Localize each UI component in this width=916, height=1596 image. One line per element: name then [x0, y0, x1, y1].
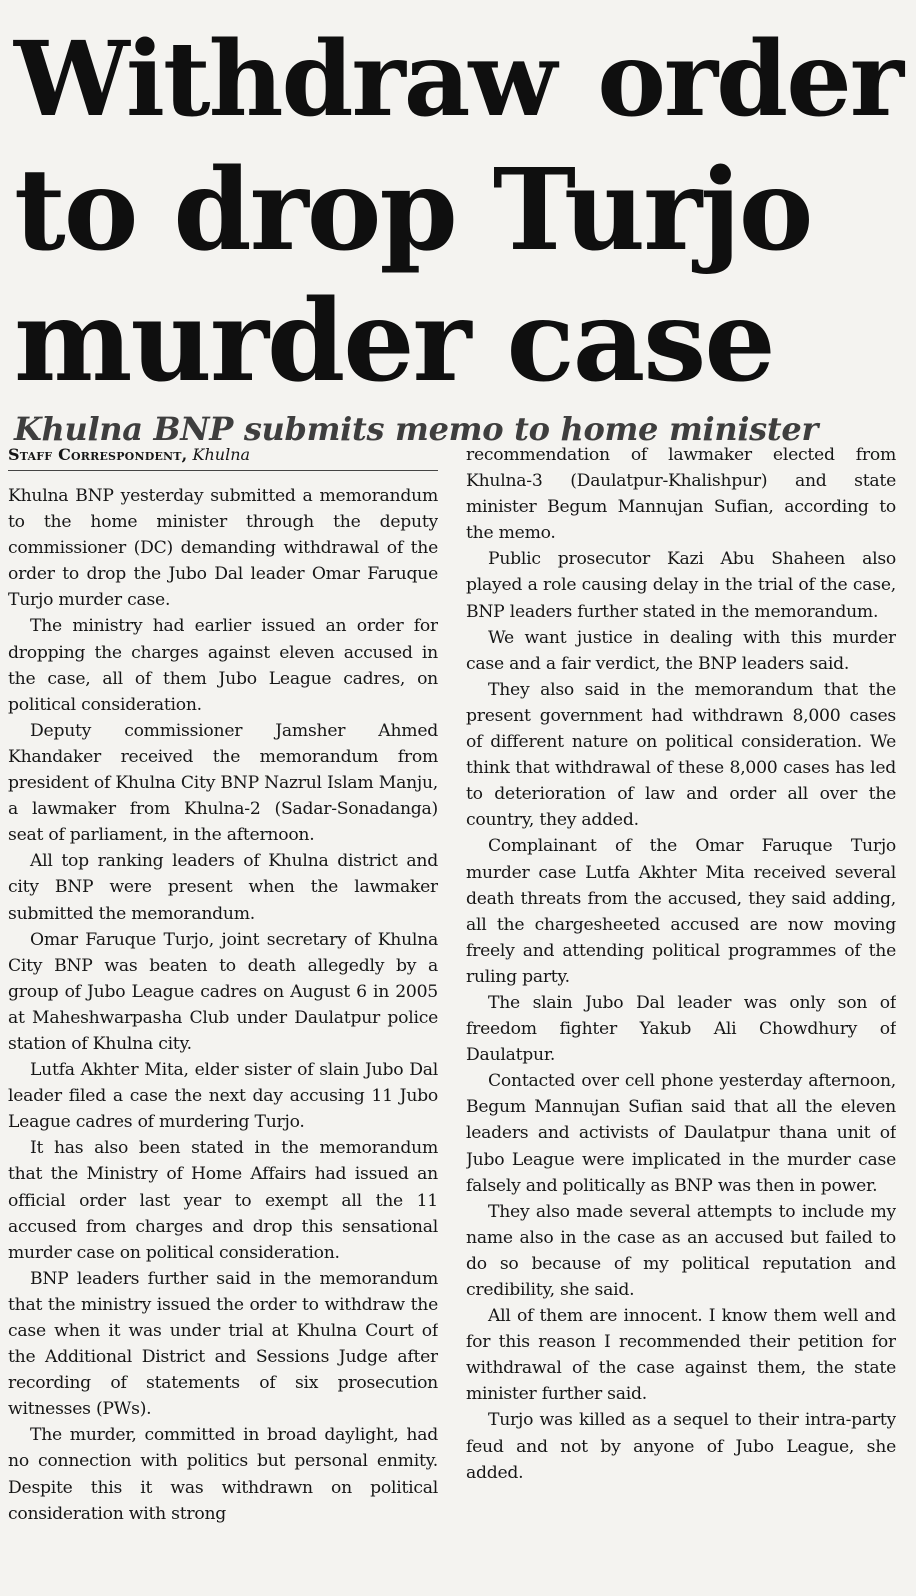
paragraph: Khulna BNP yesterday submitted a memorandum to the home minister through the deputy commissioner (DC) demanding withdrawal of the order to drop the Jubo Dal leader Omar Faruque Turjo murder case. — [8, 486, 438, 611]
paragraph: Turjo was killed as a sequel to their intra-party feud and not by anyone of Jubo League, she added. — [466, 1410, 896, 1483]
paragraph: recommendation of lawmaker elected from Khulna-3 (Daulatpur-Khalishpur) and state minister Begum Mannujan Sufian, according to the memo. — [466, 445, 896, 544]
paragraph: It has also been stated in the memorandum that the Ministry of Home Affairs had issued an official order last year to exempt all the 11 accused from charges and drop this sensational murder case on political consideration. — [8, 1138, 438, 1263]
article-body — [8, 442, 896, 1592]
paragraph: We want justice in dealing with this murder case and a fair verdict, the BNP leaders said. — [466, 627, 896, 674]
headline — [14, 0, 902, 407]
paragraph: They also made several attempts to include my name also in the case as an accused but failed to do so because of my political reputation and credibility, she said. — [466, 1201, 896, 1300]
headline-line: to drop Turjo — [14, 145, 812, 276]
paragraph: Public prosecutor Kazi Abu Shaheen also played a role causing delay in the trial of the case, BNP leaders further stated in the memorandum. — [466, 549, 896, 622]
paragraph: Lutfa Akhter Mita, elder sister of slain Jubo Dal leader filed a case the next day accusing 11 Jubo League cadres of murdering Turjo. — [8, 1060, 438, 1133]
headline-line: murder case — [14, 276, 774, 407]
byline-role: Staff Correspondent, — [8, 445, 188, 464]
paragraph: All of them are innocent. I know them well and for this reason I recommended their petition for withdrawal of the case against them, the state minister further said. — [466, 1306, 896, 1405]
paragraph: BNP leaders further said in the memorandum that the ministry issued the order to withdraw the case when it was under trial at Khulna Court of the Additional District and Sessions Judge after recording of statements of six prosecution witnesses (PWs). — [8, 1268, 438, 1420]
headline-line: Withdraw order — [14, 19, 902, 140]
paragraph: Contacted over cell phone yesterday afternoon, Begum Mannujan Sufian said that all the eleven leaders and activists of Daulatpur thana unit of Jubo League were implicated in the murder case falsely and politically as BNP was then in power. — [466, 1071, 896, 1196]
paragraph: The ministry had earlier issued an order for dropping the charges against eleven accused in the case, all of them Jubo League cadres, on political consideration. — [8, 616, 438, 715]
paragraph: The murder, committed in broad daylight, had no connection with politics but personal enmity. Despite this it was withdrawn on political consideration with strong — [8, 1425, 438, 1524]
paragraph: Complainant of the Omar Faruque Turjo murder case Lutfa Akhter Mita received several death threats from the accused, they said adding, all the chargesheeted accused are now moving freely and attending political programmes of the ruling party. — [466, 836, 896, 987]
subheadline: Khulna BNP submits memo to home minister — [14, 410, 819, 448]
right-column — [466, 442, 896, 1592]
byline-place: Khulna — [192, 445, 251, 464]
paragraph: Deputy commissioner Jamsher Ahmed Khandaker received the memorandum from president of Khulna City BNP Nazrul Islam Manju, a lawmaker from Khulna-2 (Sadar-Sonadanga) seat of parliament, in the afternoon. — [8, 720, 438, 846]
paragraph: The slain Jubo Dal leader was only son of freedom fighter Yakub Ali Chowdhury of Daulatpur. — [466, 992, 896, 1066]
paragraph: Omar Faruque Turjo, joint secretary of Khulna City BNP was beaten to death allegedly by a group of Jubo League cadres on August 6 in 2005 at Maheshwarpasha Club under Daulatpur police station of Khulna city. — [8, 929, 438, 1054]
byline — [8, 442, 438, 471]
paragraph: They also said in the memorandum that the present government had withdrawn 8,000 cases of different nature on political consideration. We think that withdrawal of these 8,000 cases has led to deterioration of law and order all over the country, they added. — [466, 679, 896, 831]
left-column — [8, 442, 438, 1592]
paragraph: All top ranking leaders of Khulna district and city BNP were present when the lawmaker submitted the memorandum. — [8, 851, 438, 924]
